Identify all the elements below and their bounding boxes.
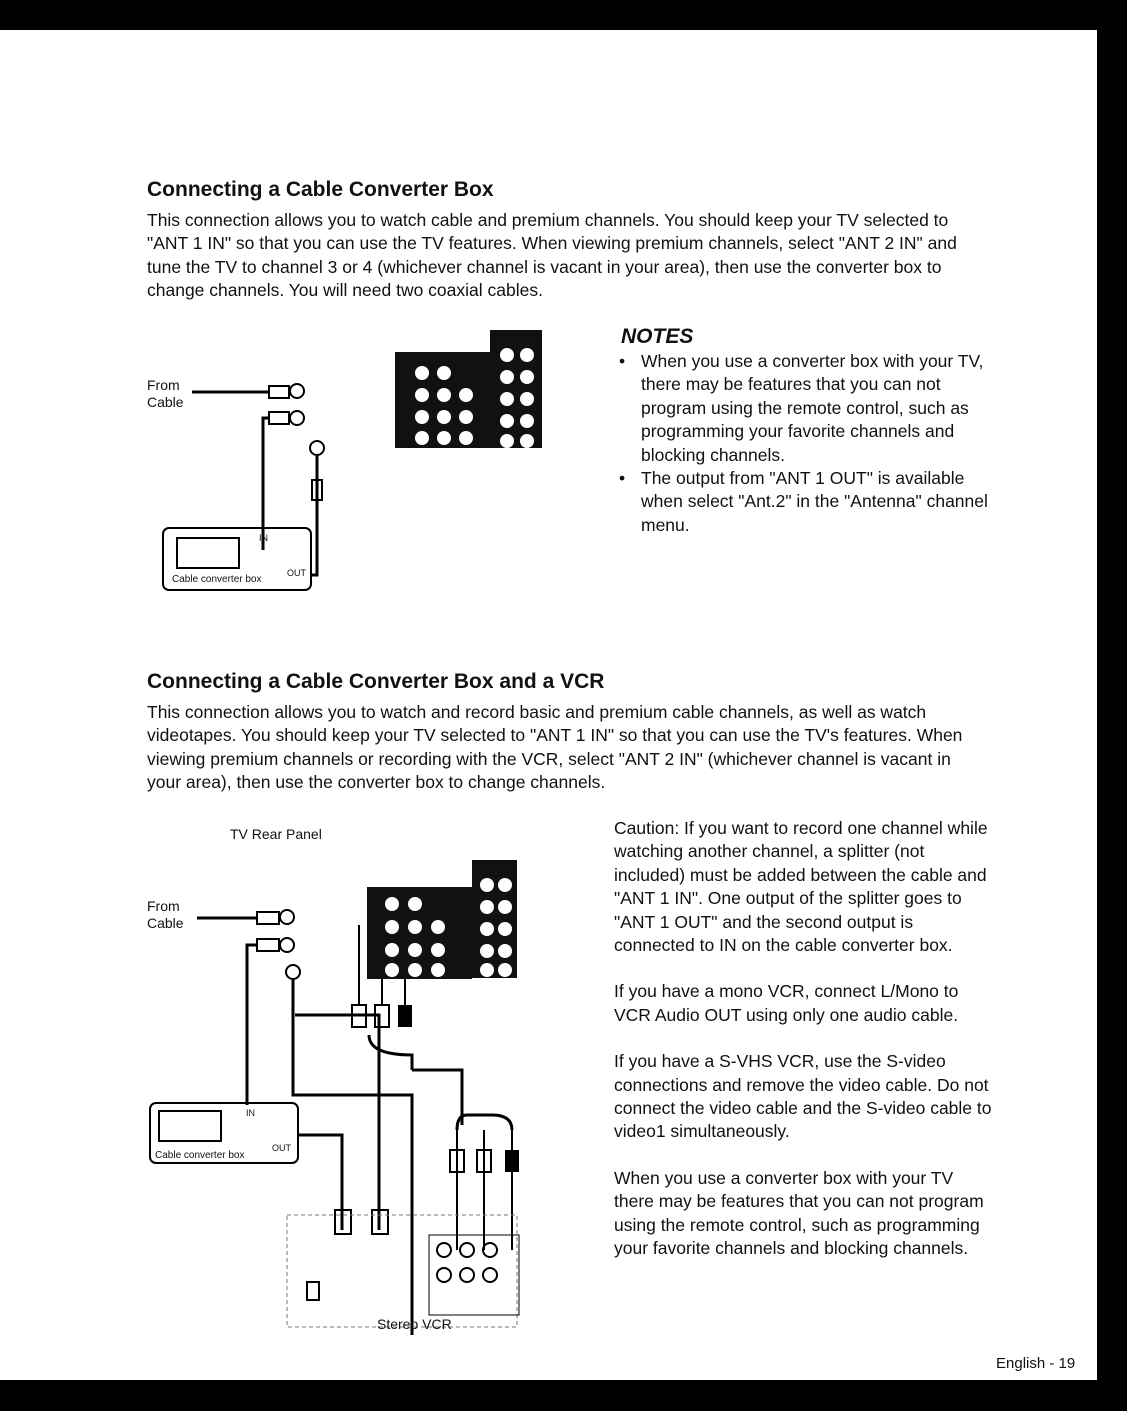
section2-title: Connecting a Cable Converter Box and a VCR [147, 670, 605, 693]
tv-rear-panel-label: TV Rear Panel [230, 826, 322, 842]
mono-vcr-paragraph: If you have a mono VCR, connect L/Mono to VCR Audio OUT using only one audio cable. [614, 981, 959, 1025]
note-item: • When you use a converter box with your TV, there may be features that you can not program using the remote control, such as programming your favorite channels and blocking channels. [615, 350, 995, 467]
section2-body: This connection allows you to watch and record basic and premium cable channels, as well as watch videotapes. You should keep your TV selected to "ANT 1 IN" so that you can use the TV's features. When viewing premium channels or recording with the VCR, select "ANT 2 IN" (whichever channel is vacant in your area), then use the converter box to change channels. [147, 702, 963, 793]
top-border-bar [0, 0, 1127, 30]
converter-in-label-2: IN [246, 1108, 255, 1118]
converter-note-paragraph: When you use a converter box with your TV there may be features that you can not program using the remote control, such as programming your favorite channels and blocking channels. [614, 1167, 984, 1259]
converter-box-label-2: Cable converter box [155, 1150, 245, 1161]
svhs-paragraph: If you have a S-VHS VCR, use the S-video connections and remove the video cable. Do not connect the video cable and the S-video cable to video1 simultaneously. [614, 1051, 992, 1142]
converter-in-label-1: IN [259, 533, 268, 543]
note-item: • The output from "ANT 1 OUT" is available when select "Ant.2" in the "Antenna" channel menu. [615, 467, 995, 537]
section1-body: This connection allows you to watch cable and premium channels. You should keep your TV selected to "ANT 1 IN" so that you can use the TV features. When viewing premium channels, select "ANT 2 IN" and tune the TV to channel 3 or 4 (whichever channel is vacant in your area), then use the converter box to change channels. You will need two coaxial cables. [147, 210, 957, 301]
from-cable-label: From Cable [147, 377, 184, 410]
caution-paragraph: Caution: If you want to record one channel while watching another channel, a splitter (not included) must be added between the cable and "ANT 1 IN". One output of the splitter goes to "ANT 1 OUT" and the second output is connected to IN on the cable converter box. [614, 818, 988, 956]
section2-side-text [614, 817, 994, 1261]
from-cable-label-2: From Cable [147, 898, 184, 931]
bottom-border-bar [0, 1380, 1127, 1411]
section1-title: Connecting a Cable Converter Box [147, 178, 494, 201]
stereo-vcr-label: Stereo VCR [377, 1316, 452, 1332]
converter-out-label-1: OUT [287, 568, 306, 578]
converter-box-label-1: Cable converter box [172, 574, 262, 585]
page-number: English - 19 [996, 1355, 1076, 1372]
notes-list [615, 350, 995, 537]
right-border-bar [1097, 0, 1127, 1411]
diagram1-lines [147, 330, 607, 600]
converter-out-label-2: OUT [272, 1143, 291, 1153]
diagram2-lines [147, 855, 527, 1325]
notes-title: NOTES [621, 325, 694, 348]
